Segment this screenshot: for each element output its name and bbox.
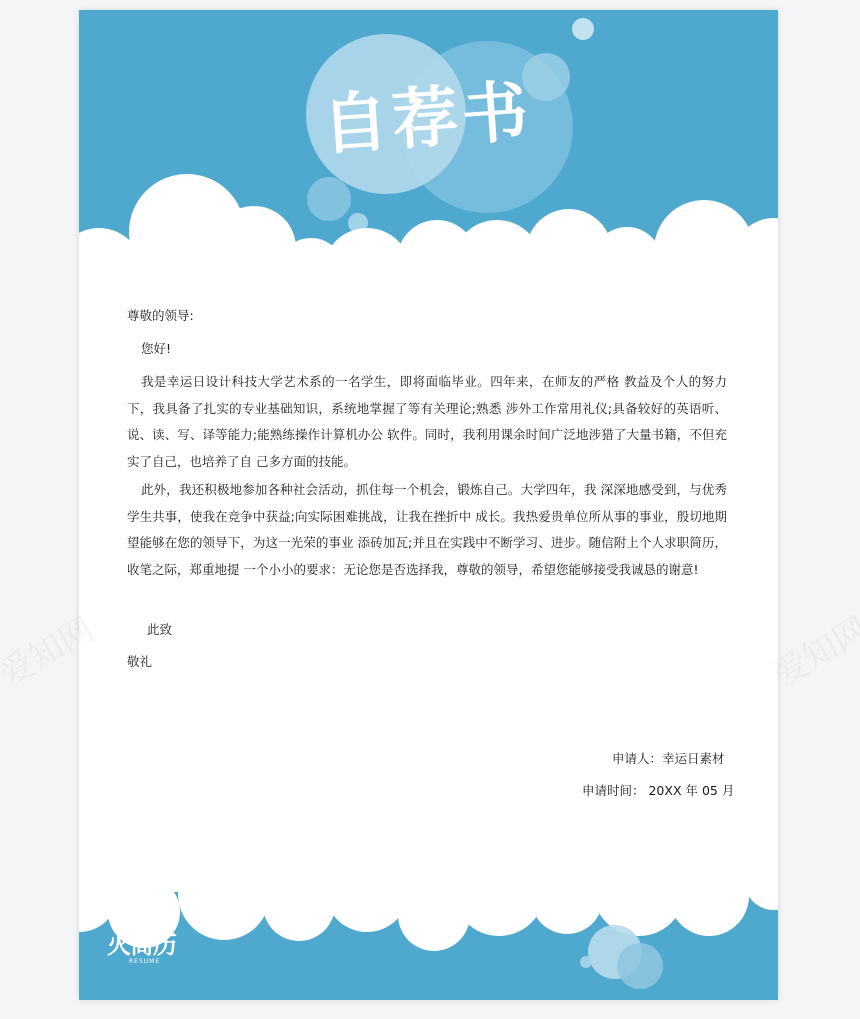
paragraph-2: 此外，我还积极地参加各种社会活动，抓住每一个机会，锻炼自己。大学四年，我 深深地感受到，与优秀学生共事，使我在竞争中获益;向实际困难挑战，让我在挫折中 成长。我热爱贵单位所从事的事业，殷切地期望能够在您的领导下，为这一光荣的事业 添砖加瓦;并且在实践中不断学习、进步。随信附上个人求职简历，收笔之际，郑重地提 一个小小的要求：无论您是否选择我，尊敬的领导，希望您能够接受我诚恳的谢意! <box>127 482 727 577</box>
closing-regards: 敬礼 <box>127 654 153 669</box>
page-title: 自荐书 <box>319 71 535 165</box>
hello: 您好! <box>141 341 172 356</box>
greeting: 尊敬的领导: <box>127 308 194 323</box>
letter-page <box>79 10 778 1000</box>
applicant-name: 申请人：幸运日素材 <box>612 751 725 766</box>
paragraph-1: 我是幸运日设计科技大学艺术系的一名学生，即将面临毕业。四年来，在师友的严格 教益及个人的努力下，我具备了扎实的专业基础知识，系统地掌握了等有关理论;熟悉 涉外工作常用礼仪;具备较好的英语听、说、读、写、译等能力;能熟练操作计算机办公 软件。同时，我利用课余时间广泛地涉猎了大量书籍，不但充实了自己，也培养了自 己多方面的技能。 <box>127 374 727 469</box>
brand-logo-sub: RESUME <box>129 958 161 965</box>
brand-logo <box>107 932 176 966</box>
application-date: 申请时间： 20XX 年 05 月 <box>582 783 735 798</box>
closing-salutation: 此致 <box>147 622 173 637</box>
brand-logo-mark: 火简历 <box>107 931 176 959</box>
